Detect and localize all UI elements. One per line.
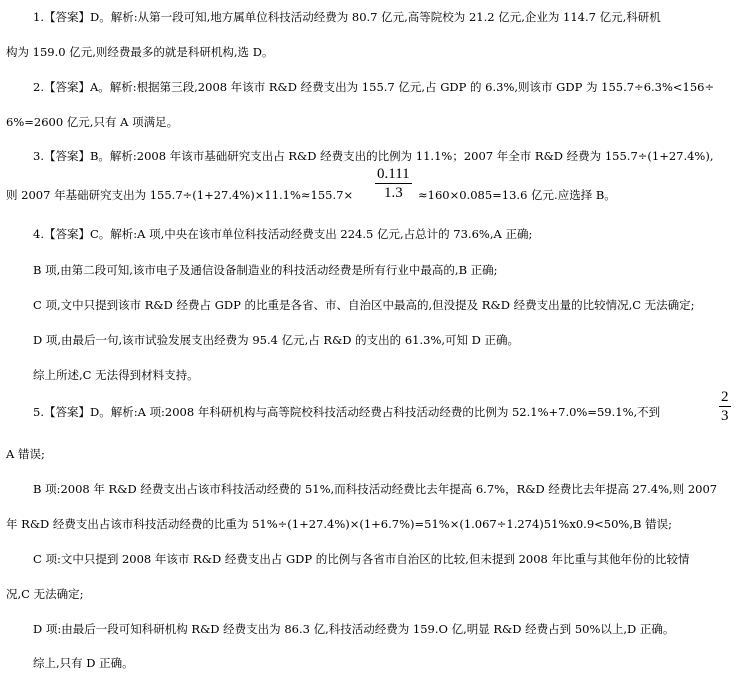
answer-5-line-7: D 项:由最后一段可知科研机构 R&D 经费支出为 86.3 亿,科技活动经费为 159.O 亿,明显 R&D 经费占到 50%以上,D 正确。 bbox=[33, 622, 675, 636]
fraction-denominator: 1.3 bbox=[383, 185, 403, 201]
fraction-numerator: 2 bbox=[721, 389, 729, 405]
answer-4-line-4: D 项,由最后一句,该市试验发展支出经费为 95.4 亿元,占 R&D 的支出的 61.3%,可知 D 正确。 bbox=[33, 333, 520, 347]
answer-4-line-2: B 项,由第二段可知,该市电子及通信设备制造业的科技活动经费是所有行业中最高的,B 正确; bbox=[33, 263, 498, 277]
answer-5-line-2: A 错误; bbox=[6, 447, 45, 461]
answer-5-line-5: C 项:文中只提到 2008 年该市 R&D 经费支出占 GDP 的比例与各省市自治区的比较,但未提到 2008 年比重与其他年份的比较情 bbox=[33, 552, 690, 566]
answer-5-fraction bbox=[719, 388, 731, 425]
fraction-numerator: 0.111 bbox=[377, 166, 410, 182]
answer-3-line-2a: 则 2007 年基础研究支出为 155.7÷(1+27.4%)×11.1%≈155.7× bbox=[6, 188, 354, 202]
answer-5-line-3: B 项:2008 年 R&D 经费支出占该市科技活动经费的 51%,而科技活动经费比去年提高 6.7%，R&D 经费比去年提高 27.4%,则 2007 bbox=[33, 482, 718, 496]
answer-3-line-2b: ≈160×0.085=13.6 亿元.应选择 B。 bbox=[418, 188, 616, 202]
answer-5-line-6: 况,C 无法确定; bbox=[6, 587, 84, 601]
answer-2-line-2: 6%=2600 亿元,只有 A 项满足。 bbox=[6, 115, 179, 129]
answer-3-line-1: 3.【答案】B。解析:2008 年该市基础研究支出占 R&D 经费支出的比例为 11.1%；2007 年全市 R&D 经费为 155.7÷(1+27.4%), bbox=[33, 149, 714, 163]
fraction-denominator: 3 bbox=[721, 408, 729, 424]
answer-1-line-1: 1.【答案】D。解析:从第一段可知,地方属单位科技活动经费为 80.7 亿元,高等院校为 21.2 亿元,企业为 114.7 亿元,科研机 bbox=[33, 10, 661, 24]
answer-4-line-5: 综上所述,C 无法得到材料支持。 bbox=[33, 368, 199, 382]
answer-5-line-1: 5.【答案】D。解析:A 项:2008 年科研机构与高等院校科技活动经费占科技活动经费的比例为 52.1%+7.0%=59.1%,不到 bbox=[33, 405, 661, 419]
answer-2-line-1: 2.【答案】A。解析:根据第三段,2008 年该市 R&D 经费支出为 155.7 亿元,占 GDP 的 6.3%,则该市 GDP 为 155.7÷6.3%<156÷ bbox=[33, 80, 715, 94]
answer-4-line-3: C 项,文中只提到该市 R&D 经费占 GDP 的比重是各省、市、自治区中最高的,但没提及 R&D 经费支出量的比较情况,C 无法确定; bbox=[33, 298, 695, 312]
answer-5-line-8: 综上,只有 D 正确。 bbox=[33, 656, 134, 670]
answer-5-line-4: 年 R&D 经费支出占该市科技活动经费的比重为 51%÷(1+27.4%)×(1+6.7%)=51%×(1.067÷1.274)51%x0.9<50%,B 错误; bbox=[6, 517, 672, 531]
answer-1-line-2: 构为 159.0 亿元,则经费最多的就是科研机构,选 D。 bbox=[6, 45, 274, 59]
answer-3-fraction bbox=[375, 165, 412, 202]
answer-4-line-1: 4.【答案】C。解析:A 项,中央在该市单位科技活动经费支出 224.5 亿元,占总计的 73.6%,A 正确; bbox=[33, 227, 533, 241]
